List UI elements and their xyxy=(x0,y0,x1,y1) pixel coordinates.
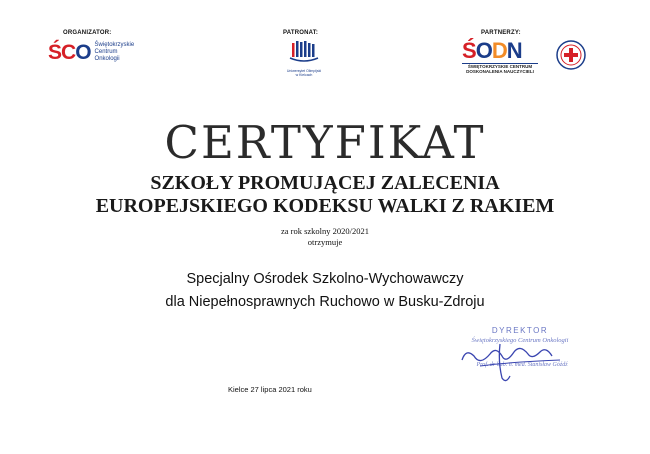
stamp-institution: Świętokrzyskiego Centrum Onkologii xyxy=(471,337,569,344)
patron-label: PATRONAT: xyxy=(283,30,319,36)
partner-emblem xyxy=(556,40,586,75)
sco-logo-mark: ŚCO xyxy=(48,41,91,64)
partners-label: PARTNERZY: xyxy=(481,30,521,36)
signature-icon xyxy=(440,326,600,388)
organizer-logo-text: Świętokrzyskie Centrum Onkologii xyxy=(94,42,135,62)
certificate-title: CERTYFIKAT xyxy=(164,116,486,169)
recipient-line2: dla Niepełnosprawnych Ruchowo w Busku-Zdroju xyxy=(165,294,485,310)
stamp-name: Prof. dr hab. n. med. Stanisław Góźdź xyxy=(476,362,568,368)
receives-text: otrzymuje xyxy=(307,237,343,247)
certificate-subtitle-line1: SZKOŁY PROMUJĄCEJ ZALECENIA xyxy=(150,172,500,194)
patron-logo: Uniwersytet Olimpijski w Kielcach xyxy=(282,40,326,77)
sodn-logo-mark: ŚODN xyxy=(462,38,522,63)
school-year: za rok szkolny 2020/2021 xyxy=(280,226,370,236)
partner-logo-text: ŚWIĘTOKRZYSKIE CENTRUM DOSKONALENIA NAUCZYCIELI xyxy=(466,64,534,74)
organizer-logo xyxy=(48,42,134,63)
partner-logo-sodn xyxy=(462,40,538,74)
organizer-label: ORGANIZATOR: xyxy=(63,30,112,36)
certificate-subtitle-line2: EUROPEJSKIEGO KODEKSU WALKI Z RAKIEM xyxy=(95,195,555,217)
round-emblem-icon xyxy=(556,40,586,70)
recipient-line1: Specjalny Ośrodek Szkolno-Wychowawczy xyxy=(186,271,464,287)
place-date: Kielce 27 lipca 2021 roku xyxy=(228,385,312,394)
director-stamp xyxy=(440,326,600,388)
stamp-role: DYREKTOR xyxy=(491,326,549,335)
book-icon xyxy=(289,40,319,64)
